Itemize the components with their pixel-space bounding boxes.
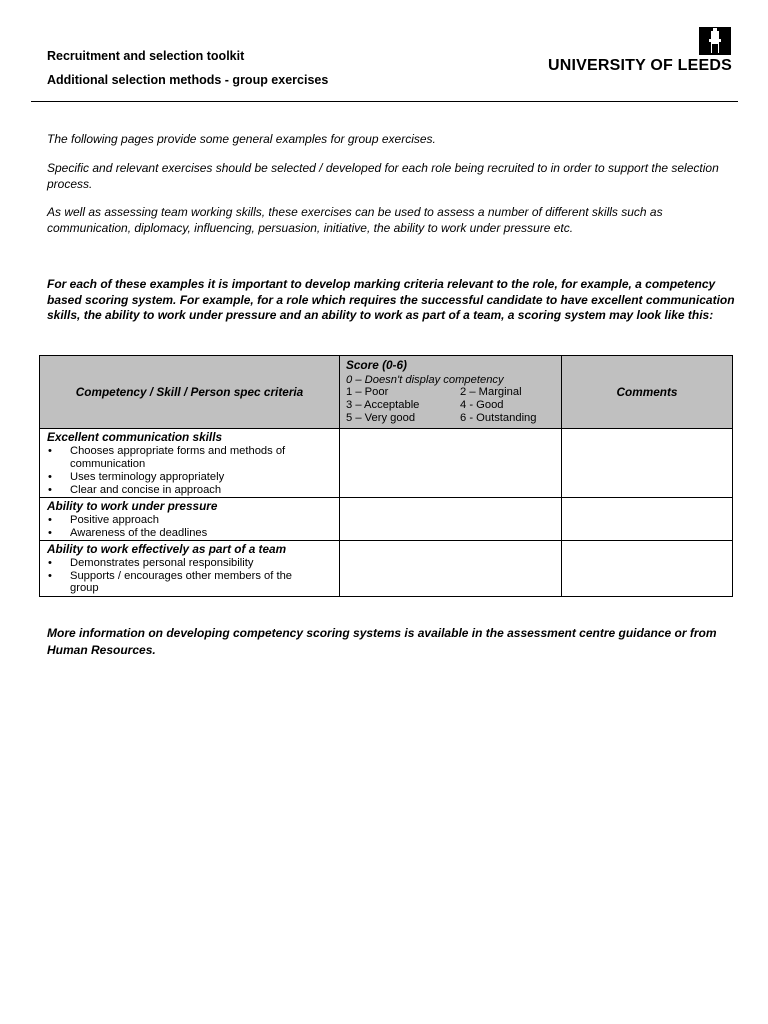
logo-text: UNIVERSITY OF LEEDS bbox=[548, 57, 732, 74]
criteria-list bbox=[40, 557, 339, 596]
intro-paragraph-3: As well as assessing team working skills, these exercises can be used to assess a number of different skills such as communication, diplomacy, influencing, persuasion, initiative, the ability to work under pressure etc. bbox=[47, 205, 663, 235]
score-levels-row bbox=[346, 386, 555, 399]
score-title: Score (0-6) bbox=[346, 358, 407, 372]
score-cell bbox=[340, 540, 562, 596]
score-levels-row bbox=[346, 399, 555, 412]
list-item: • Demonstrates personal responsibility bbox=[40, 557, 339, 570]
criteria-title: Excellent communication skills bbox=[47, 430, 223, 444]
score-level: 1 – Poor bbox=[346, 386, 389, 398]
criteria-header: Competency / Skill / Person spec criteria bbox=[40, 356, 340, 429]
list-item: • Clear and concise in approach bbox=[40, 484, 339, 497]
score-cell bbox=[340, 429, 562, 498]
tower-icon bbox=[699, 27, 731, 55]
score-level: 2 – Marginal bbox=[460, 386, 522, 398]
intro-paragraph-1: The following pages provide some general examples for group exercises. bbox=[47, 132, 436, 146]
criteria-list bbox=[40, 445, 339, 497]
toolkit-title: Recruitment and selection toolkit bbox=[47, 49, 245, 63]
header-divider bbox=[31, 101, 738, 102]
criteria-title: Ability to work effectively as part of a team bbox=[47, 541, 287, 556]
university-logo bbox=[548, 27, 736, 77]
criteria-cell bbox=[40, 540, 340, 596]
criteria-title: Ability to work under pressure bbox=[47, 498, 218, 513]
table-row bbox=[40, 429, 733, 498]
comments-cell bbox=[562, 497, 733, 540]
list-item: • Supports / encourages other members of the group bbox=[40, 570, 339, 596]
comments-cell bbox=[562, 540, 733, 596]
score-levels-row bbox=[346, 412, 555, 425]
criteria-cell bbox=[40, 497, 340, 540]
table-header-row bbox=[40, 356, 733, 429]
table-row bbox=[40, 540, 733, 596]
score-header bbox=[340, 356, 562, 429]
list-item: • Positive approach bbox=[40, 514, 339, 527]
score-note: 0 – Doesn't display competency bbox=[346, 374, 504, 386]
table-row bbox=[40, 497, 733, 540]
section-subtitle: Additional selection methods - group exercises bbox=[47, 73, 329, 87]
list-item: • Chooses appropriate forms and methods of communication bbox=[40, 445, 339, 471]
list-item: • Uses terminology appropriately bbox=[40, 471, 339, 484]
comments-header: Comments bbox=[562, 356, 733, 429]
score-level: 6 - Outstanding bbox=[460, 412, 537, 424]
score-cell bbox=[340, 497, 562, 540]
list-item: • Awareness of the deadlines bbox=[40, 527, 339, 540]
scoring-table bbox=[39, 355, 733, 597]
criteria-cell bbox=[40, 429, 340, 498]
footer-note: More information on developing competency scoring systems is available in the assessment centre guidance or from Human Resources. bbox=[47, 626, 717, 657]
intro-paragraph-2: Specific and relevant exercises should be selected / developed for each role being recruited to in order to support the selection process. bbox=[47, 161, 719, 191]
comments-cell bbox=[562, 429, 733, 498]
criteria-list bbox=[40, 514, 339, 540]
marking-criteria-paragraph: For each of these examples it is important to develop marking criteria relevant to the role, for example, a competency based scoring system. For example, for a role which requires the successful candidate to have excellent communication skills, the ability to work under pressure and an ability to work as part of a team, a scoring system may look like this: bbox=[47, 277, 735, 322]
score-level: 4 - Good bbox=[460, 399, 504, 411]
score-level: 3 – Acceptable bbox=[346, 399, 420, 411]
score-level: 5 – Very good bbox=[346, 412, 416, 424]
